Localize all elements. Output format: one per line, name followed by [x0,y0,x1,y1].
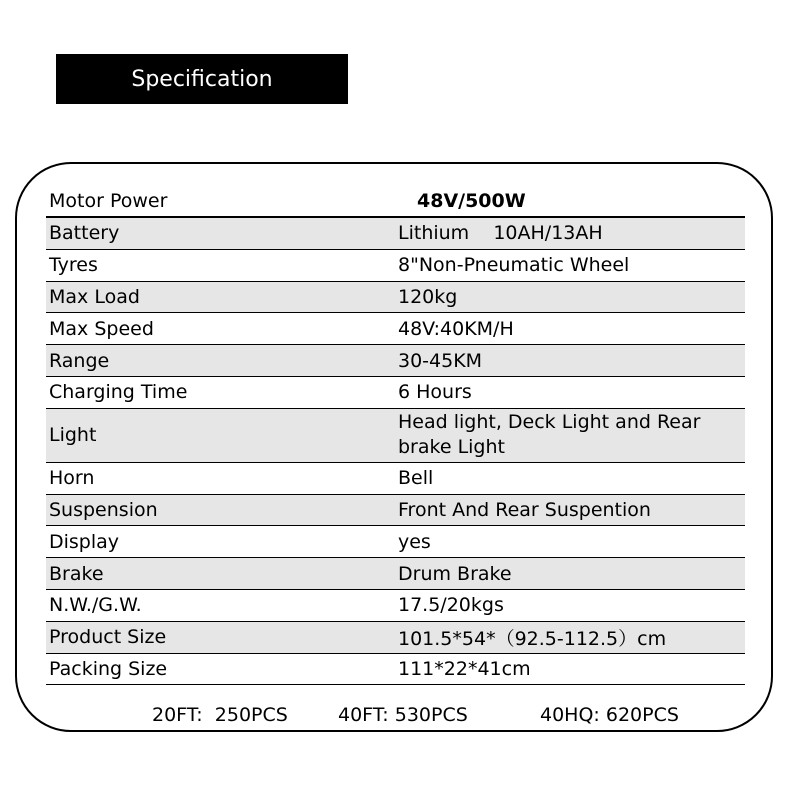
spec-label: Charging Time [49,381,188,404]
spec-value: Drum Brake [398,562,512,585]
spec-row-max-load [46,282,745,314]
spec-row-brake [46,558,745,590]
spec-label: Horn [49,467,95,490]
spec-row-max-speed [46,313,745,345]
spec-table [46,186,745,685]
spec-row-packing-size [46,654,745,686]
spec-row-motor-power [46,186,745,218]
spec-label: Motor Power [49,190,168,212]
spec-value: 6 Hours [398,381,472,404]
container-loading-footer [0,704,800,730]
spec-value: 101.5*54*（92.5-112.5）cm [398,627,667,650]
spec-value: Bell [398,467,434,490]
spec-row-product-size [46,622,745,654]
spec-row-display [46,526,745,558]
container-40hq-qty: 40HQ: 620PCS [540,704,679,726]
spec-value: Head light, Deck Light and Rear brake Light [398,411,701,459]
spec-label: Brake [49,562,104,585]
spec-row-range [46,345,745,377]
spec-label: Product Size [49,626,167,649]
spec-label: Tyres [49,254,98,277]
spec-value: Lithium 10AH/13AH [398,222,603,245]
page-title: Specification [56,54,348,104]
spec-value: 8"Non-Pneumatic Wheel [398,254,630,277]
container-20ft-qty: 20FT: 250PCS [152,704,288,726]
spec-label: Light [49,424,97,447]
spec-row-light [46,409,745,463]
spec-row-charging-time [46,377,745,409]
spec-row-tyres [46,250,745,282]
spec-value: 111*22*41cm [398,657,531,680]
spec-value: 48V/500W [417,190,526,212]
spec-row-battery [46,218,745,250]
spec-label: Packing Size [49,657,168,680]
container-40ft-qty: 40FT: 530PCS [338,704,468,726]
spec-row-horn [46,463,745,495]
spec-label: Max Load [49,285,140,308]
spec-label: Suspension [49,498,158,521]
spec-value: 120kg [398,285,458,308]
spec-label: Max Speed [49,317,154,340]
spec-row-suspension [46,495,745,527]
spec-label: Display [49,530,120,553]
spec-value: 48V:40KM/H [398,317,514,340]
spec-value: 17.5/20kgs [398,594,504,617]
spec-label: Battery [49,222,120,245]
spec-label: Range [49,349,110,372]
spec-value: Front And Rear Suspention [398,498,651,521]
spec-row-weight [46,590,745,622]
spec-value: 30-45KM [398,349,483,372]
spec-value: yes [398,530,431,553]
spec-label: N.W./G.W. [49,594,142,617]
